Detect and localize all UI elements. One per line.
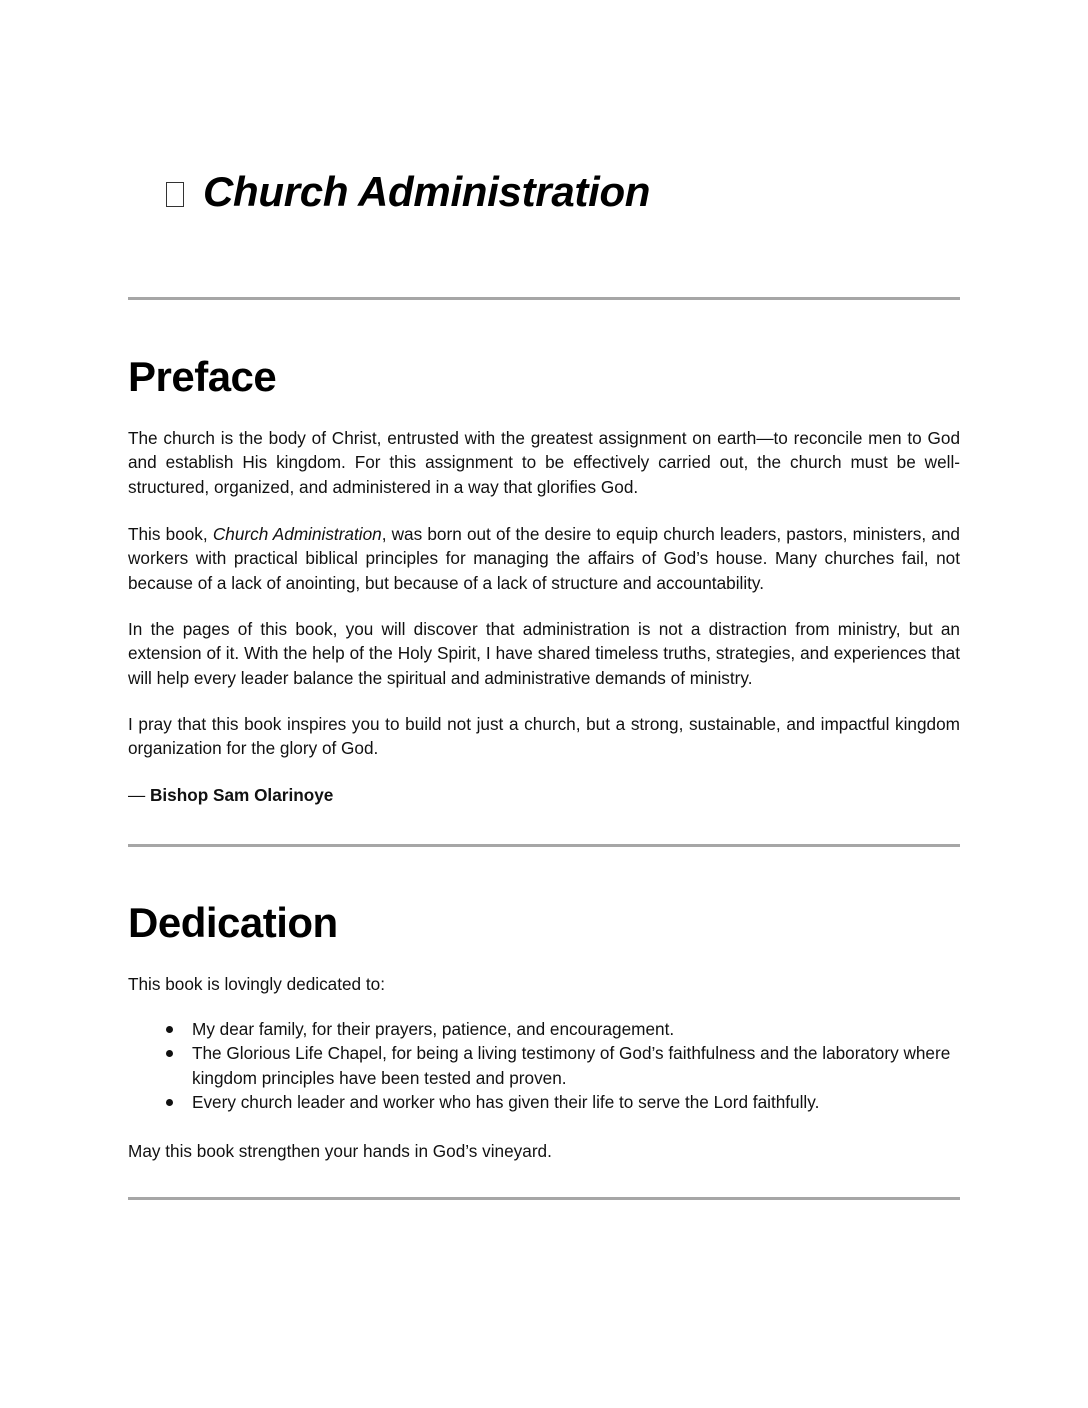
dedication-list (128, 1017, 960, 1114)
dedication-heading: Dedication (128, 899, 338, 946)
author-name: Bishop Sam Olarinoye (149, 785, 334, 805)
preface-heading: Preface (128, 353, 277, 400)
list-item (128, 1041, 960, 1090)
bullet-icon (166, 1026, 173, 1033)
section-divider (128, 1197, 960, 1200)
list-item-text: The Glorious Life Chapel, for being a living testimony of God’s faithfulness and the laboratory where kingdom principles have been tested and proven. (192, 1043, 951, 1088)
preface-paragraph-2-text: This book, (128, 524, 213, 544)
preface-paragraph-1: The church is the body of Christ, entrusted with the greatest assignment on earth—to reconcile men to God and establish His kingdom. For this assignment to be effectively carried out, the church must be well-structured, organized, and administered in a way that glorifies God. (128, 428, 960, 497)
bullet-icon (166, 1099, 173, 1106)
book-title-italic: Church Administration (212, 524, 382, 544)
bullet-icon (166, 1050, 173, 1057)
book-title-row (166, 168, 650, 216)
list-item-text: My dear family, for their prayers, patience, and encouragement. (192, 1019, 675, 1039)
list-item (128, 1017, 960, 1041)
list-item-text: Every church leader and worker who has given their life to serve the Lord faithfully. (192, 1091, 820, 1112)
section-divider (128, 844, 960, 847)
dedication-intro: This book is lovingly dedicated to: (128, 974, 385, 994)
book-title: Church Administration (203, 168, 651, 215)
preface-paragraph-2-text-cont: , was born out of the desire to equip church leaders, pastors, ministers, and workers with practical biblical principles for managing the affairs of God’s house. Many churches fail, not because of a lack of anointing, but because of a lack of structure and accountability. (128, 524, 960, 593)
missing-glyph-icon (166, 182, 184, 207)
signature-dash: — (128, 785, 150, 805)
dedication-closing: May this book strengthen your hands in God’s vineyard. (128, 1141, 552, 1161)
list-item (128, 1090, 960, 1114)
preface-paragraph-3: In the pages of this book, you will discover that administration is not a distraction from ministry, but an extension of it. With the help of the Holy Spirit, I have shared timeless truths, strategies, and experiences that will help every leader balance the spiritual and administrative demands of ministry. (128, 619, 960, 688)
preface-paragraph-4: I pray that this book inspires you to build not just a church, but a strong, sustainable, and impactful kingdom organization for the glory of God. (128, 714, 960, 759)
preface-paragraph-2 (128, 522, 960, 595)
preface-signature (128, 783, 960, 807)
section-divider (128, 297, 960, 300)
